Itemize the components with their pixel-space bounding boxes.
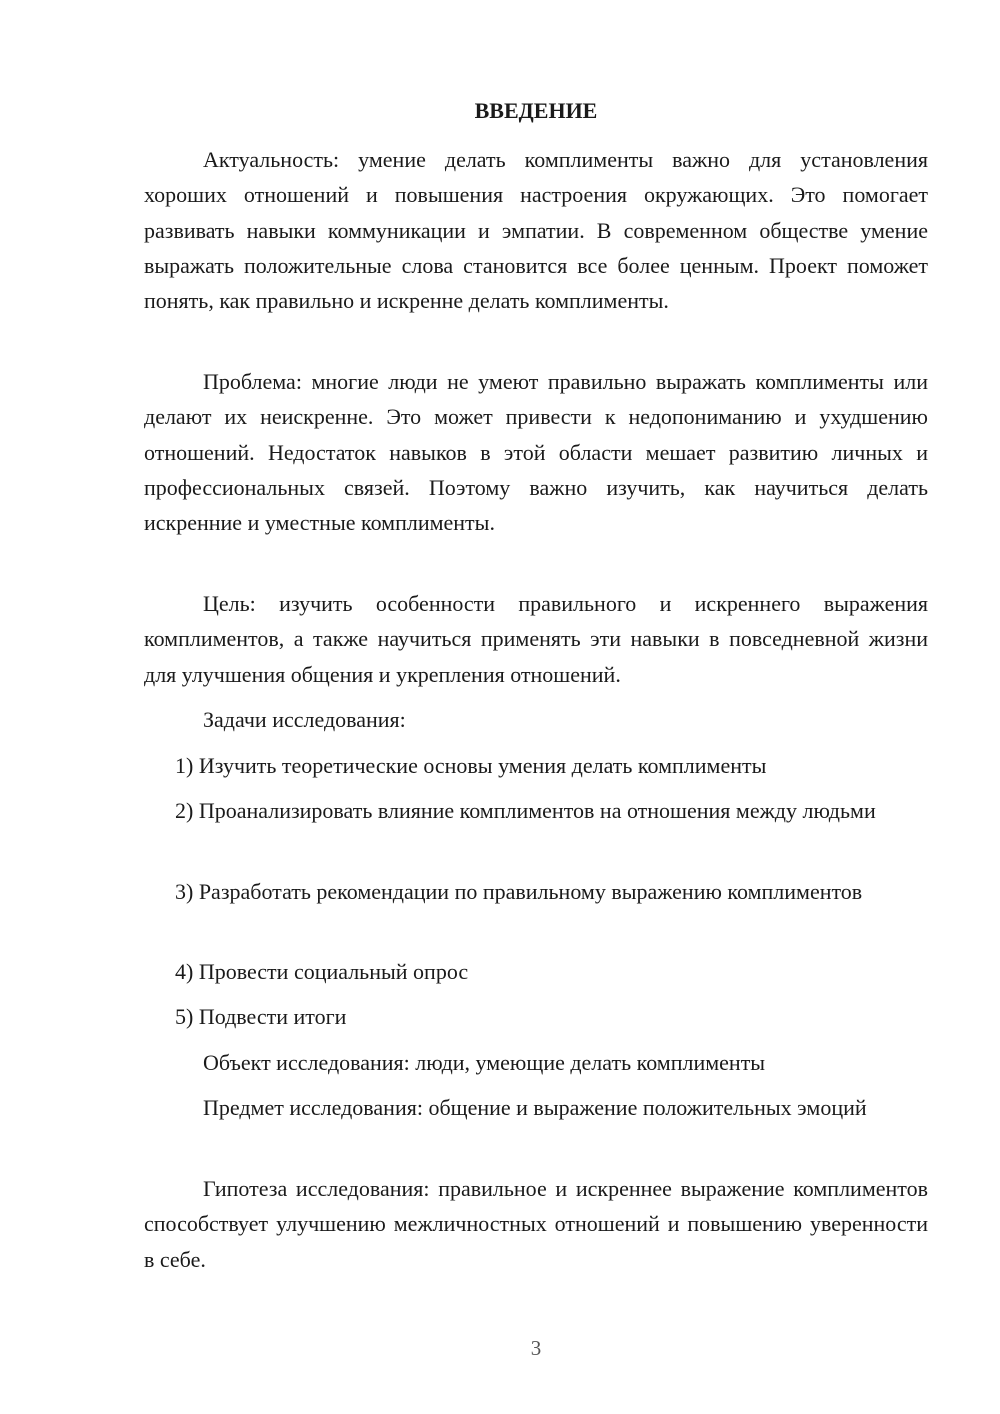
section-title: ВВЕДЕНИЕ xyxy=(474,98,598,123)
task-item-4: 4) Провести социальный опрос xyxy=(175,959,469,984)
page-number: 3 xyxy=(530,1336,542,1360)
paragraph-subject: Предмет исследования: общение и выражение положительных эмоций xyxy=(203,1095,867,1120)
paragraph-object: Объект исследования: люди, умеющие делать комплименты xyxy=(203,1050,766,1075)
paragraph-problem: Проблема: многие люди не умеют правильно выражать комплименты или делают их неискренне. Это может привести к недопониманию и ухудшению отношений. Недостаток навыков в этой области мешает развитию личных и профессиональных связей. Поэтому важно изучить, как научиться делать искренние и уместные комплименты. xyxy=(144,369,928,536)
task-item-5: 5) Подвести итоги xyxy=(175,1004,347,1029)
paragraph-goal: Цель: изучить особенности правильного и искреннего выражения комплиментов, а также научиться применять эти навыки в повседневной жизни для улучшения общения и укрепления отношений. xyxy=(144,591,928,687)
task-item-1: 1) Изучить теоретические основы умения делать комплименты xyxy=(175,753,767,778)
paragraph-relevance: Актуальность: умение делать комплименты важно для установления хороших отношений и повышения настроения окружающих. Это помогает развивать навыки коммуникации и эмпатии. В современном обществе умение выражать положительные слова становится все более ценным. Проект поможет понять, как правильно и искренне делать комплименты. xyxy=(144,147,928,314)
task-item-3: 3) Разработать рекомендации по правильному выражению комплиментов xyxy=(175,879,863,904)
paragraph-tasks-heading: Задачи исследования: xyxy=(203,707,406,732)
paragraph-hypothesis: Гипотеза исследования: правильное и искреннее выражение комплиментов способствует улучшению межличностных отношений и повышению уверенности в себе. xyxy=(144,1176,928,1272)
document-page xyxy=(144,0,928,1414)
task-item-2: 2) Проанализировать влияние комплиментов на отношения между людьми xyxy=(175,798,876,823)
